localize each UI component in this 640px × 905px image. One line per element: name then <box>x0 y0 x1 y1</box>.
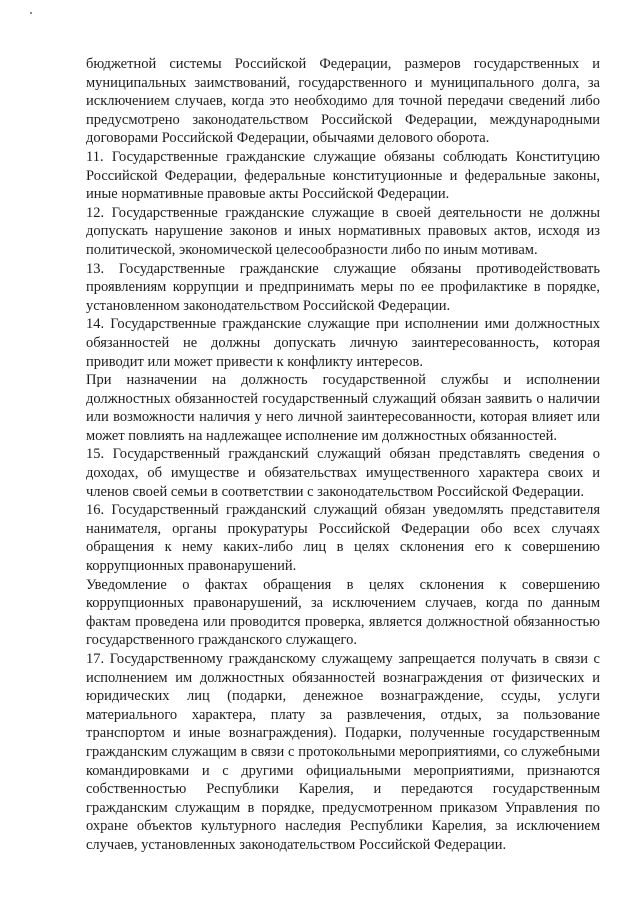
paragraph-15: 15. Государственный гражданский служащий обязан представлять сведения о доходах, об имуществе и обязательствах имущественного характера своих и членов своей семьи в соответствии с законодательством Российской Федерации. <box>86 446 600 500</box>
paragraph-12: 12. Государственные гражданские служащие в своей деятельности не должны допускать нарушение законов и иных нормативных правовых актов, исходя из политической, экономической целесообразности либо по иным мотивам. <box>86 204 600 258</box>
paragraph-14: 14. Государственные гражданские служащие при исполнении ими должностных обязанностей не должны допускать личную заинтересованность, которая приводит или может привести к конфликту интересов. <box>86 316 600 370</box>
document-body <box>86 55 600 855</box>
paragraph-13: 13. Государственные гражданские служащие обязаны противодействовать проявлениям коррупции и предпринимать меры по ее профилактике в порядке, установленном законодательством Российской Федерации. <box>86 260 600 314</box>
paragraph-11: 11. Государственные гражданские служащие обязаны соблюдать Конституцию Российской Федерации, федеральные конституционные и федеральные законы, иные нормативные правовые акты Российской Федерации. <box>86 148 600 203</box>
paragraph-16-note: Уведомление о фактах обращения в целях склонения к совершению коррупционных правонарушений, за исключением случаев, когда по данным фактам проведена или проводится проверка, является должностной обязанностью государственного гражданского служащего. <box>86 576 600 649</box>
paragraph-14-note: При назначении на должность государственной службы и исполнении должностных обязанностей государственный служащий обязан заявить о наличии или возможности наличия у него личной заинтересованности, которая влияет или может повлиять на надлежащее исполнение им должностных обязанностей. <box>86 372 600 444</box>
paragraph-16: 16. Государственный гражданский служащий обязан уведомлять представителя нанимателя, органы прокуратуры Российской Федерации обо всех случаях обращения к нему каких-либо лиц в целях склонения его к совершению коррупционных правонарушений. <box>86 502 600 575</box>
scan-speck <box>30 12 32 14</box>
paragraph-continuation: бюджетной системы Российской Федерации, размеров государственных и муниципальных заимствований, государственного и муниципального долга, за исключением случаев, когда это необходимо для точной передачи сведений либо предусмотрено законодательством Российской Федерации, международными договорами Российской Федерации, обычаями делового оборота. <box>86 56 600 147</box>
paragraph-17: 17. Государственному гражданскому служащему запрещается получать в связи с исполнением им должностных обязанностей вознаграждения от физических и юридических лиц (подарки, денежное вознаграждение, ссуды, услуги материального характера, плату за развлечения, отдых, за пользование транспортом и иные вознаграждения). Подарки, полученные государственным гражданским служащим в связи с протокольными мероприятиями, со служебными командировками и с другими официальными мероприятиями, признаются собственностью Республики Карелия, и передаются государственным гражданским служащим в порядке, предусмотренном приказом Управления по охране объектов культурного наследия Республики Карелия, за исключением случаев, установленных законодательством Российской Федерации. <box>86 651 600 853</box>
